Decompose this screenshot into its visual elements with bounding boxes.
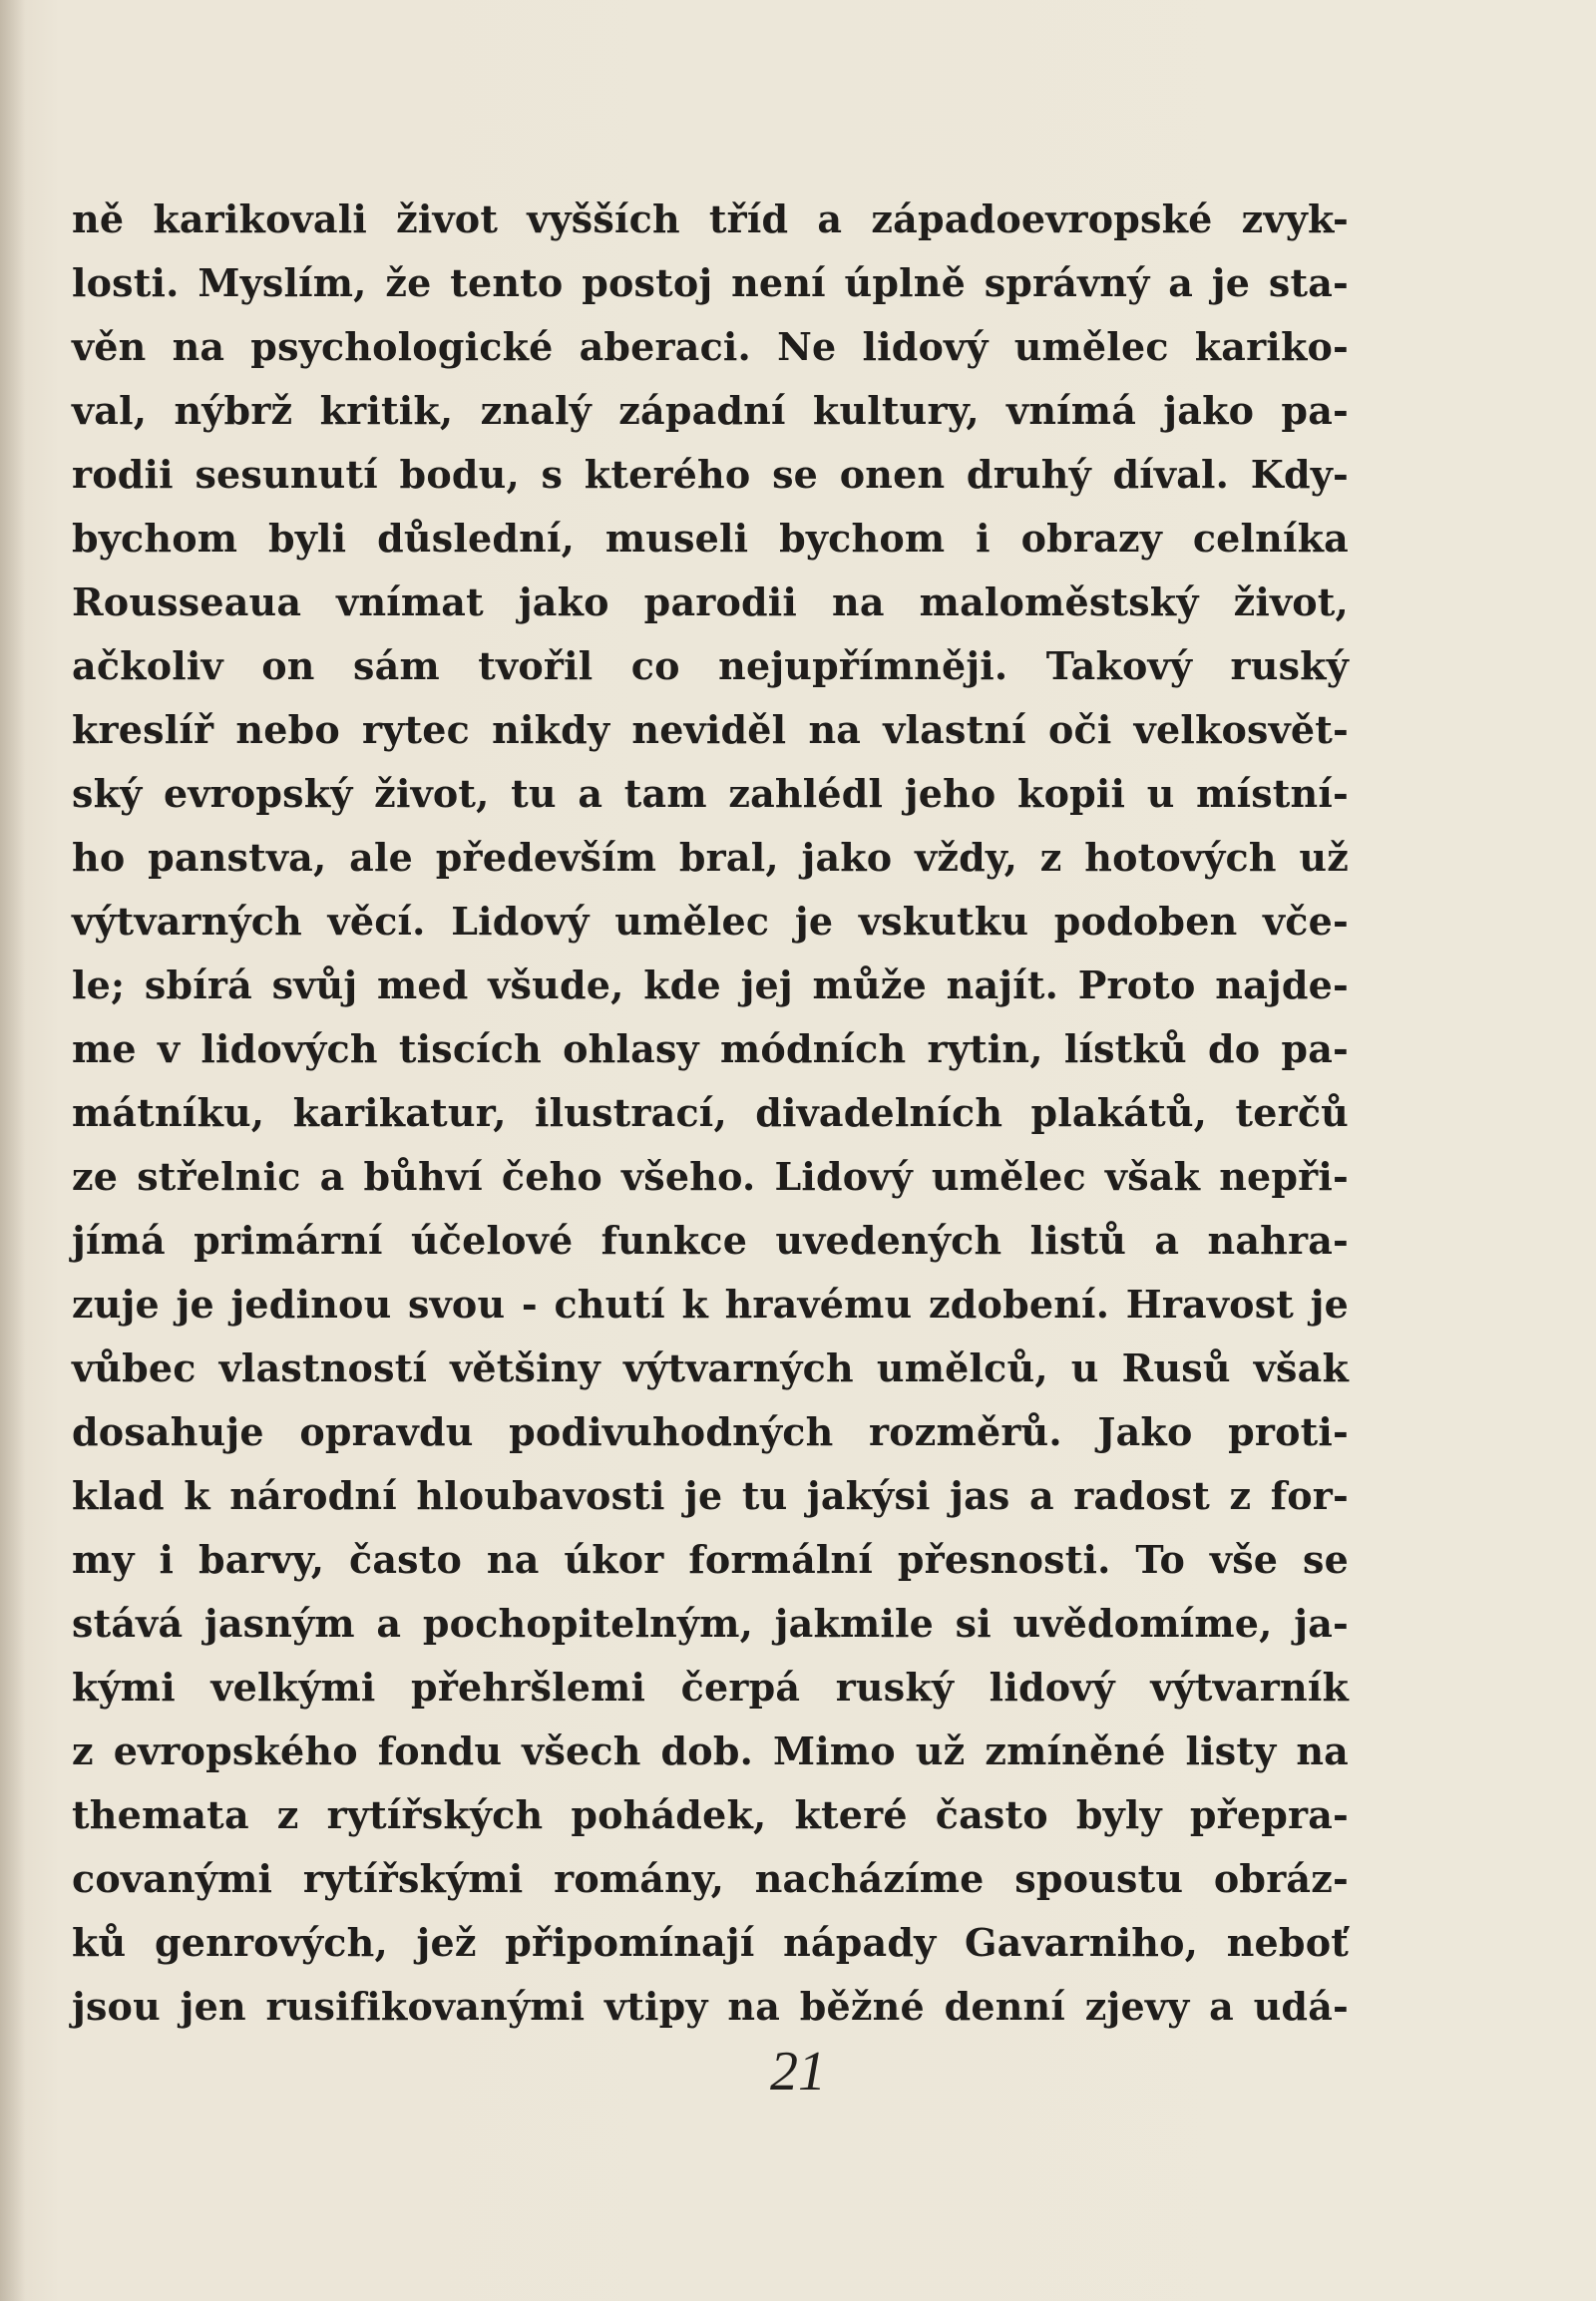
text-line: kými velkými přehršlemi čerpá ruský lidový výtvarník — [72, 1665, 1349, 1710]
text-line: ho panstva, ale především bral, jako vždy, z hotových už — [72, 835, 1349, 880]
text-line: jsou jen rusifikovanými vtipy na běžné denní zjevy a udá- — [72, 1984, 1349, 2029]
text-line: le; sbírá svůj med všude, kde jej může najít. Proto najde- — [72, 962, 1349, 1007]
text-line: ně karikovali život vyšších tříd a západoevropské zvyk- — [72, 196, 1349, 241]
text-line: me v lidových tiscích ohlasy módních rytin, lístků do pa- — [72, 1026, 1349, 1071]
text-line: ků genrových, jež připomínají nápady Gavarniho, neboť — [72, 1920, 1349, 1965]
text-line: vůbec vlastností většiny výtvarných umělců, u Rusů však — [72, 1345, 1349, 1390]
text-line: ze střelnic a bůhví čeho všeho. Lidový umělec však nepři- — [72, 1154, 1349, 1199]
text-line: my i barvy, často na úkor formální přesnosti. To vše se — [72, 1537, 1349, 1582]
text-line: Rousseaua vnímat jako parodii na maloměstský život, — [72, 579, 1349, 624]
text-line: covanými rytířskými romány, nacházíme spoustu obráz- — [72, 1856, 1349, 1901]
text-line: ský evropský život, tu a tam zahlédl jeho kopii u místní- — [72, 771, 1349, 816]
text-line: ačkoliv on sám tvořil co nejupřímněji. Takový ruský — [72, 643, 1349, 688]
text-line: kreslíř nebo rytec nikdy neviděl na vlastní oči velkosvět- — [72, 707, 1349, 752]
text-line: rodii sesunutí bodu, s kterého se onen druhý díval. Kdy- — [72, 452, 1349, 497]
body-text — [72, 188, 1349, 2039]
text-line: mátníku, karikatur, ilustrací, divadelních plakátů, terčů — [72, 1090, 1349, 1135]
text-line: themata z rytířských pohádek, které často byly přepra- — [72, 1792, 1349, 1837]
text-line: z evropského fondu všech dob. Mimo už zmíněné listy na — [72, 1728, 1349, 1773]
text-line: klad k národní hloubavosti je tu jakýsi jas a radost z for- — [72, 1473, 1349, 1518]
text-line: val, nýbrž kritik, znalý západní kultury, vnímá jako pa- — [72, 388, 1349, 433]
text-line: bychom byli důslední, museli bychom i obrazy celníka — [72, 516, 1349, 561]
text-line: věn na psychologické aberaci. Ne lidový umělec kariko- — [72, 324, 1349, 369]
text-line: jímá primární účelové funkce uvedených listů a nahra- — [72, 1218, 1349, 1263]
text-line: losti. Myslím, že tento postoj není úplně správný a je sta- — [72, 260, 1349, 305]
text-line: výtvarných věcí. Lidový umělec je vskutku podoben vče- — [72, 899, 1349, 944]
text-line: dosahuje opravdu podivuhodných rozměrů. Jako proti- — [72, 1409, 1349, 1454]
gutter-shadow — [0, 0, 26, 2301]
page-number: 21 — [770, 2041, 826, 2103]
text-line: zuje je jedinou svou - chutí k hravému zdobení. Hravost je — [72, 1282, 1349, 1327]
text-line: stává jasným a pochopitelným, jakmile si uvědomíme, ja- — [72, 1601, 1349, 1646]
